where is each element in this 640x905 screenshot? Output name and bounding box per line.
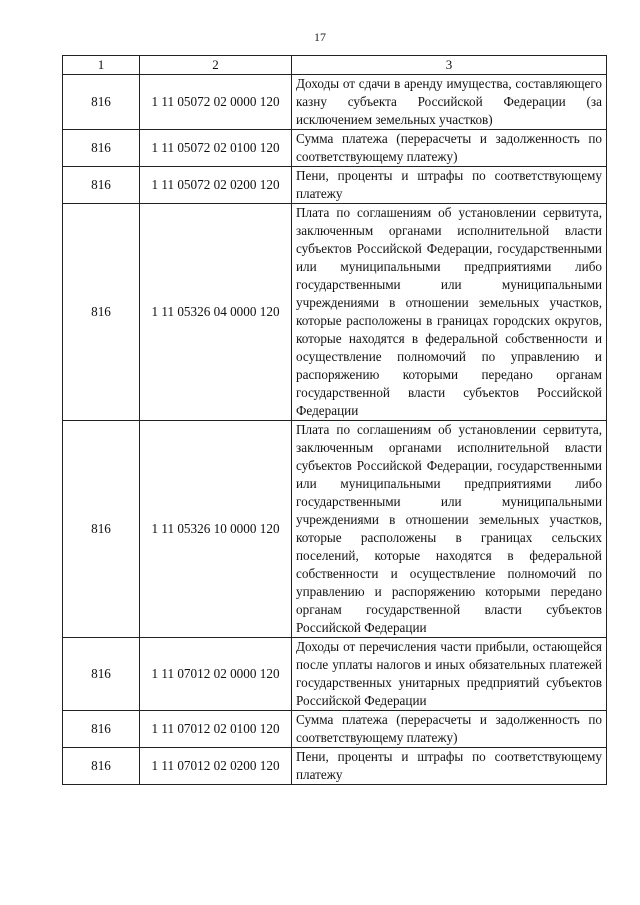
column-header-2: 2	[140, 56, 292, 75]
admin-code-cell: 816	[63, 638, 140, 711]
table-row	[63, 167, 607, 204]
description-cell: Сумма платежа (перерасчеты и задолженность по соответствующему платежу)	[292, 130, 607, 167]
kbk-code-cell: 1 11 05326 10 0000 120	[140, 421, 292, 638]
kbk-code-cell: 1 11 07012 02 0200 120	[140, 748, 292, 785]
kbk-code-cell: 1 11 05326 04 0000 120	[140, 204, 292, 421]
table-row	[63, 130, 607, 167]
admin-code-cell: 816	[63, 204, 140, 421]
admin-code-cell: 816	[63, 130, 140, 167]
table-row	[63, 638, 607, 711]
admin-code-cell: 816	[63, 711, 140, 748]
description-cell: Доходы от перечисления части прибыли, остающейся после уплаты налогов и иных обязательных платежей государственных унитарных предприятий субъектов Российской Федерации	[292, 638, 607, 711]
description-cell: Пени, проценты и штрафы по соответствующему платежу	[292, 748, 607, 785]
page-number: 17	[314, 30, 326, 44]
kbk-code-cell: 1 11 05072 02 0200 120	[140, 167, 292, 204]
kbk-code-cell: 1 11 07012 02 0100 120	[140, 711, 292, 748]
description-cell: Сумма платежа (перерасчеты и задолженность по соответствующему платежу)	[292, 711, 607, 748]
admin-code-cell: 816	[63, 748, 140, 785]
column-header-3: 3	[292, 56, 607, 75]
description-cell: Плата по соглашениям об установлении сервитута, заключенным органами исполнительной власти субъектов Российской Федерации, государственными или муниципальными предприятиями либо государственными или муниципальными учреждениями в отношении земельных участков, которые расположены в границах городских округов, которые находятся в федеральной собственности и осуществление полномочий по управлению и распоряжению которыми передано органам государственной власти субъектов Российской Федерации	[292, 204, 607, 421]
table-row	[63, 421, 607, 638]
table-row	[63, 748, 607, 785]
admin-code-cell: 816	[63, 421, 140, 638]
kbk-code-cell: 1 11 07012 02 0000 120	[140, 638, 292, 711]
kbk-code-cell: 1 11 05072 02 0100 120	[140, 130, 292, 167]
table-row	[63, 204, 607, 421]
table-row	[63, 711, 607, 748]
description-cell: Пени, проценты и штрафы по соответствующему платежу	[292, 167, 607, 204]
table-row	[63, 75, 607, 130]
column-header-1: 1	[63, 56, 140, 75]
admin-code-cell: 816	[63, 75, 140, 130]
admin-code-cell: 816	[63, 167, 140, 204]
kbk-code-cell: 1 11 05072 02 0000 120	[140, 75, 292, 130]
description-cell: Доходы от сдачи в аренду имущества, составляющего казну субъекта Российской Федерации (за исключением земельных участков)	[292, 75, 607, 130]
budget-classification-table	[62, 55, 607, 785]
description-cell: Плата по соглашениям об установлении сервитута, заключенным органами исполнительной власти субъектов Российской Федерации, государственными или муниципальными предприятиями либо государственными или муниципальными учреждениями в отношении земельных участков, которые расположены в границах сельских поселений, которые находятся в федеральной собственности и осуществление полномочий по управлению и распоряжению которыми передано органам государственной власти субъектов Российской Федерации	[292, 421, 607, 638]
table-header-row	[63, 56, 607, 75]
